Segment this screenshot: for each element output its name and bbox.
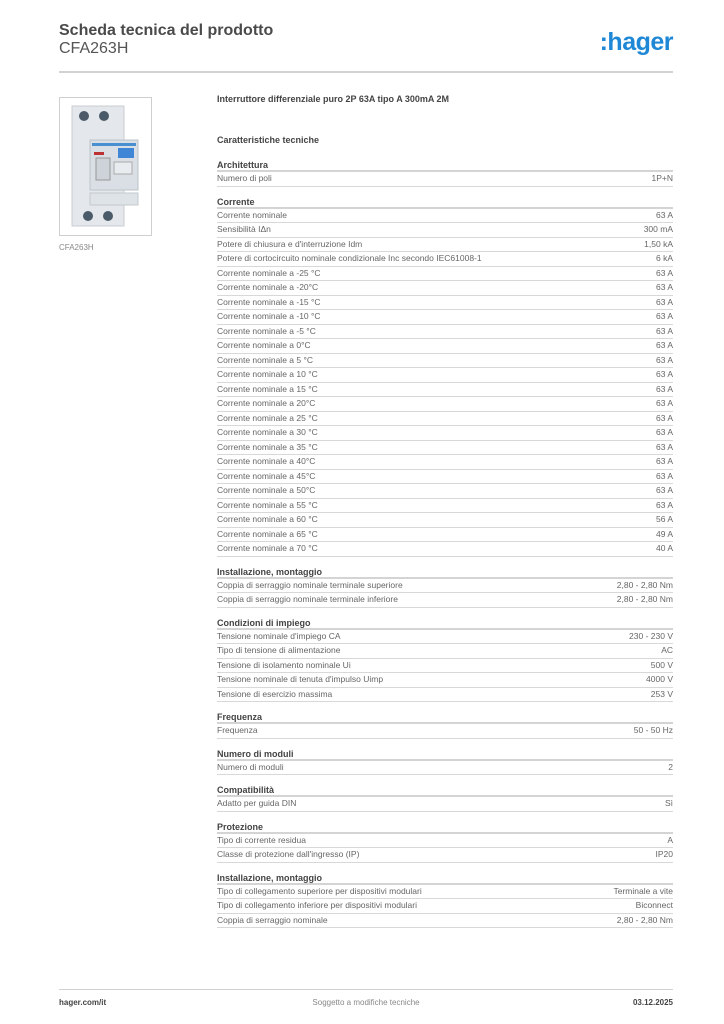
spec-label: Corrente nominale a 25 °C [217,412,318,423]
spec-label: Corrente nominale a 15 °C [217,383,318,394]
spec-label: Corrente nominale a 10 °C [217,369,318,379]
spec-row [217,761,673,776]
spec-label: Corrente nominale [217,209,287,220]
spec-label: Tipo di corrente residua [217,834,306,845]
spec-value: 63 A [655,412,673,423]
spec-label: Corrente nominale a 0°C [217,340,311,350]
spec-content [217,94,673,937]
spec-value: Terminale a vite [613,885,673,896]
footer-website-link[interactable]: hager.com/it [59,998,107,1007]
spec-value: 230 - 230 V [629,630,673,641]
page-title: Scheda tecnica del prodotto [59,22,274,39]
spec-value: 63 A [655,340,673,350]
spec-value: Biconnect [635,900,673,910]
spec-label: Corrente nominale a 30 °C [217,427,318,437]
product-description: Interruttore differenziale puro 2P 63A tipo A 300mA 2M [217,94,450,104]
spec-row [217,513,673,528]
spec-value: A [667,834,673,845]
spec-row [217,659,673,674]
spec-value: 300 mA [643,224,673,234]
spec-row [217,296,673,311]
spec-label: Tipo di collegamento inferiore per dispositivi modulari [217,900,418,910]
spec-row [217,899,673,914]
section-heading: Corrente [217,196,673,209]
footer-date: 03.12.2025 [632,998,673,1007]
spec-label: Corrente nominale a 65 °C [217,528,318,539]
spec-row [217,209,673,224]
spec-row [217,252,673,267]
section-heading: Numero di moduli [217,748,673,761]
spec-value: 253 V [650,688,673,699]
spec-label: Tipo di tensione di alimentazione [217,645,341,655]
spec-row [217,644,673,659]
product-code: CFA263H [59,40,129,57]
spec-value: 1,50 kA [644,238,673,249]
characteristics-heading: Caratteristiche tecniche [217,135,320,145]
footer-notice: Soggetto a modifiche tecniche [312,998,420,1007]
spec-row [217,484,673,499]
spec-label: Coppia di serraggio nominale terminale inferiore [217,594,398,604]
spec-label: Corrente nominale a 35 °C [217,441,318,452]
spec-row [217,499,673,514]
spec-value: 63 A [655,311,673,321]
spec-value: 50 - 50 Hz [633,725,673,735]
spec-label: Corrente nominale a 50°C [217,485,316,495]
section-heading: Protezione [217,821,673,834]
spec-section [217,159,673,187]
spec-section [217,748,673,776]
spec-value: 49 A [655,528,673,539]
spec-row [217,542,673,557]
spec-label: Coppia di serraggio nominale terminale superiore [217,579,403,590]
spec-row [217,630,673,645]
spec-row [217,885,673,900]
spec-row [217,797,673,812]
spec-row [217,455,673,470]
spec-value: 1P+N [651,173,673,183]
spec-row [217,412,673,427]
spec-row [217,834,673,849]
spec-label: Corrente nominale a 5 °C [217,354,314,365]
spec-row [217,426,673,441]
spec-value: 63 A [655,354,673,365]
spec-value: 6 kA [655,253,673,263]
spec-value: 63 A [655,456,673,466]
spec-row [217,325,673,340]
spec-value: 63 A [655,499,673,510]
spec-label: Coppia di serraggio nominale [217,914,328,925]
spec-row [217,673,673,688]
spec-row [217,238,673,253]
spec-label: Numero di poli [217,173,272,183]
spec-value: 63 A [655,485,673,495]
spec-value: 2 [668,761,673,772]
spec-row [217,310,673,325]
spec-row [217,397,673,412]
spec-label: Tensione nominale di tenuta d'impulso Uimp [217,674,384,684]
spec-label: Tensione di esercizio massima [217,688,333,699]
spec-value: 63 A [655,325,673,336]
spec-label: Corrente nominale a -20°C [217,282,319,292]
spec-value: 63 A [655,441,673,452]
spec-label: Corrente nominale a 60 °C [217,514,318,524]
spec-row [217,528,673,543]
spec-value: 2,80 - 2,80 Nm [616,579,673,590]
spec-value: Sì [664,798,673,808]
spec-section [217,821,673,863]
spec-label: Sensibilità IΔn [217,224,271,234]
spec-value: 63 A [655,398,673,408]
spec-row [217,368,673,383]
spec-label: Corrente nominale a -10 °C [217,311,321,321]
spec-section [217,711,673,739]
header-divider [59,71,673,73]
spec-row [217,688,673,703]
spec-row [217,339,673,354]
spec-label: Corrente nominale a 70 °C [217,543,318,553]
spec-row [217,848,673,863]
page-header [59,22,673,58]
spec-label: Corrente nominale a 20°C [217,398,316,408]
spec-label: Corrente nominale a -25 °C [217,267,321,278]
spec-label: Potere di cortocircuito nominale condizionale Inc secondo IEC61008-1 [217,253,482,263]
spec-value: 63 A [655,296,673,307]
spec-section [217,872,673,929]
circuit-breaker-illustration [60,98,151,235]
spec-section [217,566,673,608]
spec-row [217,281,673,296]
section-heading: Condizioni di impiego [217,617,673,630]
spec-value: 500 V [650,659,673,670]
section-heading: Compatibilità [217,784,673,797]
spec-label: Corrente nominale a 45°C [217,470,316,481]
spec-label: Corrente nominale a 40°C [217,456,316,466]
spec-row [217,914,673,929]
spec-value: 63 A [655,470,673,481]
spec-label: Numero di moduli [217,761,284,772]
section-heading: Installazione, montaggio [217,872,673,885]
spec-value: AC [661,645,673,655]
spec-value: 2,80 - 2,80 Nm [616,594,673,604]
spec-value: 63 A [655,369,673,379]
spec-section [217,196,673,557]
spec-label: Tensione nominale d'impiego CA [217,630,341,641]
spec-value: 63 A [655,383,673,394]
spec-label: Corrente nominale a -15 °C [217,296,321,307]
spec-value: 63 A [655,209,673,220]
spec-row [217,354,673,369]
spec-row [217,441,673,456]
spec-value: 63 A [655,427,673,437]
spec-label: Classe di protezione dall'ingresso (IP) [217,849,360,859]
spec-row [217,579,673,594]
spec-label: Tensione di isolamento nominale Ui [217,659,351,670]
spec-label: Adatto per guida DIN [217,798,297,808]
spec-row [217,383,673,398]
spec-row [217,724,673,739]
section-heading: Frequenza [217,711,673,724]
section-heading: Installazione, montaggio [217,566,673,579]
spec-value: 40 A [655,543,673,553]
hager-logo: :hager [599,28,673,56]
footer-divider [59,989,673,990]
product-image [59,97,152,236]
spec-value: 2,80 - 2,80 Nm [616,914,673,925]
spec-value: 63 A [655,282,673,292]
spec-label: Frequenza [217,725,258,735]
spec-row [217,593,673,608]
spec-label: Corrente nominale a 55 °C [217,499,318,510]
spec-row [217,172,673,187]
section-heading: Architettura [217,159,673,172]
spec-value: IP20 [655,849,673,859]
spec-value: 63 A [655,267,673,278]
spec-section [217,784,673,812]
spec-section [217,617,673,703]
spec-value: 4000 V [646,674,673,684]
spec-label: Tipo di collegamento superiore per dispositivi modulari [217,885,422,896]
spec-label: Potere di chiusura e d'interruzione Idm [217,238,363,249]
spec-value: 56 A [655,514,673,524]
spec-sections [217,159,673,928]
spec-row [217,470,673,485]
spec-row [217,267,673,282]
spec-row [217,223,673,238]
product-image-caption: CFA263H [59,243,94,252]
spec-label: Corrente nominale a -5 °C [217,325,316,336]
